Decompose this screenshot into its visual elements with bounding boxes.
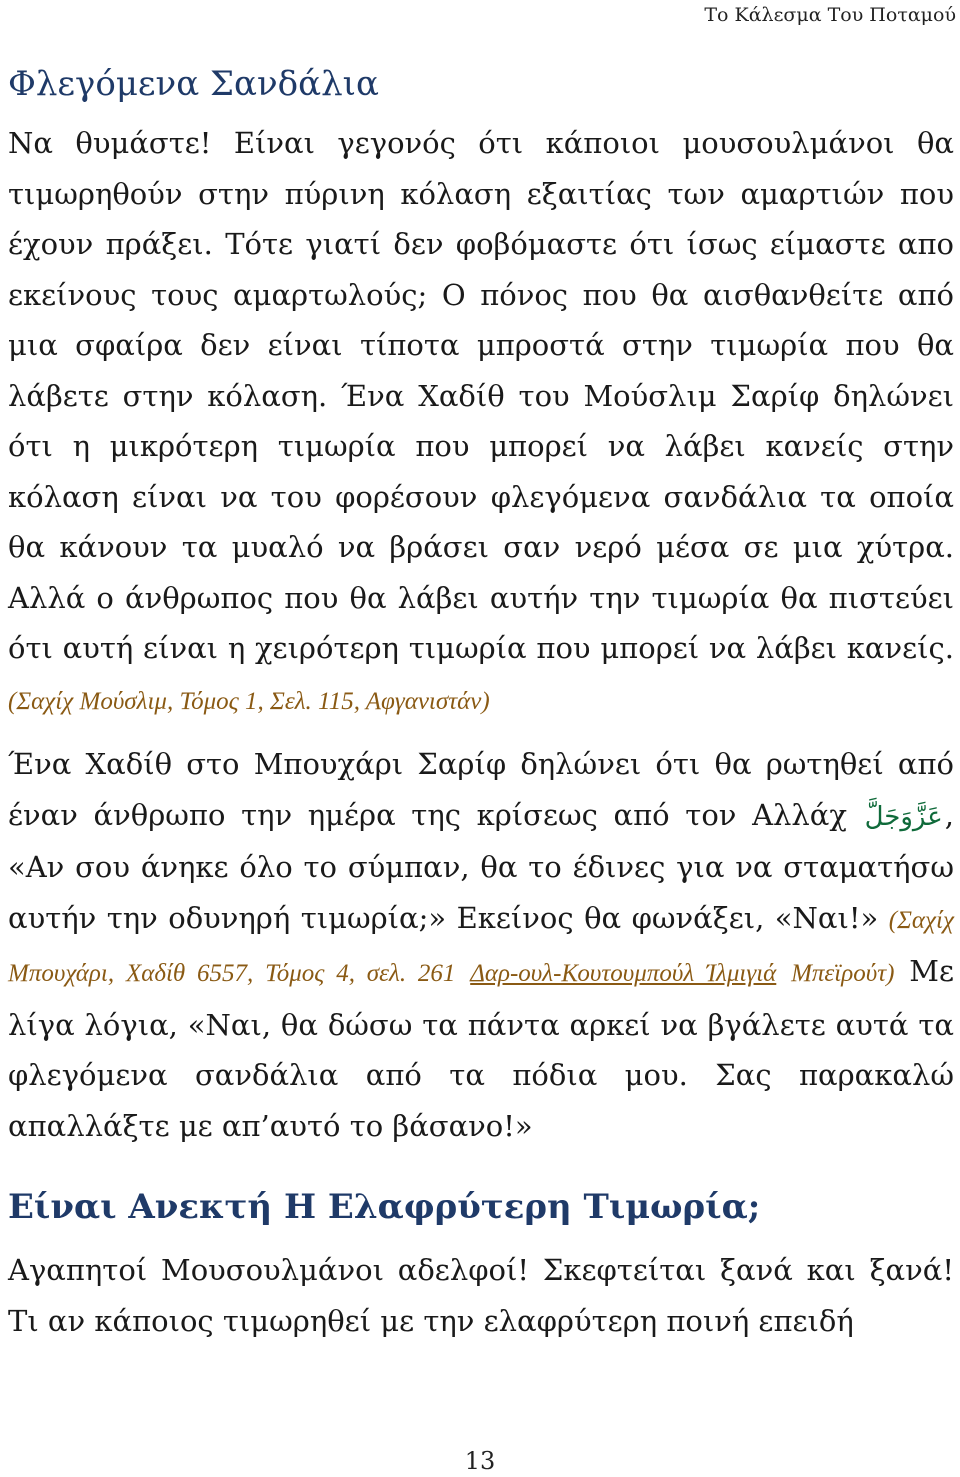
body-paragraph-1 [8,118,954,727]
paragraph-text: Αγαπητοί Μουσουλμάνοι αδελφοί! Σκεφτείται ξανά και ξανά! Τι αν κάποιος τιμωρηθεί με την ελαφρύτερη ποινή επειδή [8,1253,954,1338]
section-heading-burning-sandals: Φλεγόμενα Σανδάλια [8,64,379,104]
running-header-title: Το Κάλεσμα Του Ποταμού [704,4,956,26]
citation-publisher-link[interactable]: Δαρ-ουλ-Κουτουμπούλ Ίλμιγιά [470,960,777,987]
section-heading-lightest-punishment: Είναι Ανεκτή Η Ελαφρύτερη Τιμωρία; [8,1187,761,1227]
paragraph-text: Να θυμάστε! Είναι γεγονός ότι κάποιοι μουσουλμάνοι θα τιμωρηθούν στην πύρινη κόλαση εξαιτίας των αμαρτιών που έχουν πράξει. Τότε γιατί δεν φοβόμαστε ότι ίσως είμαστε απο εκείνους τους αμαρτωλούς; Ο πόνος που θα αισθανθείτε από μια σφαίρα δεν είναι τίποτα μπροστά στην τιμωρία που θα λάβετε στην κόλαση. Ένα Χαδίθ του Μούσλιμ Σαρίφ δηλώνει ότι η μικρότερη τιμωρία που μπορεί να λάβει κανείς στην κόλαση είναι να του φορέσουν φλεγόμενα σανδάλια τα οποία θα κάνουν τα μυαλό να βράσει σαν νερό μέσα σε μια χύτρα. Αλλά ο άνθρωπος που θα λάβει αυτήν την τιμωρία θα πιστεύει ότι αυτή είναι η χειρότερη τιμωρία που μπορεί να λάβει κανείς. [8,126,954,665]
paragraph-text: Ένα Χαδίθ στο Μπουχάρι Σαρίφ δηλώνει ότι θα ρωτηθεί από έναν άνθρωπο την ημέρα της κρίσεως από τον Αλλάχ [8,747,954,832]
page-content [8,64,954,1346]
body-paragraph-3 [8,1245,954,1346]
page-number: 13 [464,1447,496,1475]
body-paragraph-2 [8,739,954,1151]
citation-sahih-bukhari: (Σαχίχ Μπουχάρι, Χαδίθ 6557, Τόμος 4, σελ. 261 [8,906,954,987]
arabic-honorific: عَزَّوَجَلَّ [864,801,943,832]
paragraph-text: , «Αν σου άνηκε όλο το σύμπαν, θα το έδινες για να σταματήσω αυτήν την οδυνηρή τιμωρία;» Εκείνος θα φωνάξει, «Ναι!» [8,797,954,935]
citation-sahih-muslim: (Σαχίχ Μούσλιμ, Τόμος 1, Σελ. 115, Αφγανιστάν) [8,687,490,715]
paragraph-text: Με λίγα λόγια, «Ναι, θα δώσω τα πάντα αρκεί να βγάλετε αυτά τα φλεγόμενα σανδάλια από τα πόδια μου. Σας παρακαλώ απαλλάξτε με απ’αυτό το βάσανο!» [8,954,954,1143]
citation-city: Μπεϊρούτ) [791,960,895,987]
